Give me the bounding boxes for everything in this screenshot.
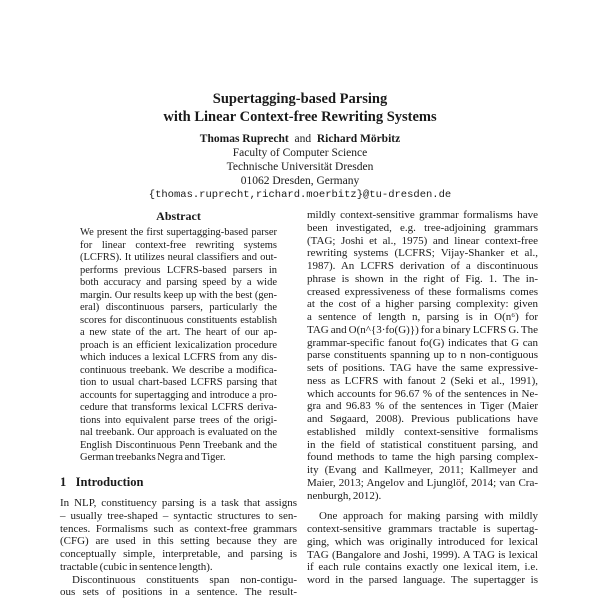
text-line: a new state of the art. The heart of our ap-: [80, 327, 277, 338]
text-line: which accounts for 96.67 % of the sentences in Ne-: [307, 387, 538, 400]
text-line: context-sensitive grammars tractable is supertag-: [307, 523, 538, 535]
author-1: Thomas Ruprecht: [199, 133, 289, 145]
text-line: proach is an efficient lexicalization procedure: [80, 339, 277, 351]
text-line: cedure that transforms lexical LCFRS deriva-: [80, 402, 277, 413]
section-title: Introduction: [75, 475, 144, 489]
affiliation-line: Technische Universität Dresden: [226, 161, 374, 173]
title-line-2: with Linear Context-free Rewriting Systems: [163, 109, 437, 125]
section-heading: [60, 475, 143, 490]
section-number: 1: [60, 475, 67, 489]
text-line: ous sets of positions in a sentence. The result-: [60, 586, 297, 599]
text-line: TAG and O(n^{3·fo(G)}) for a binary LCFRS G. The: [307, 323, 538, 336]
text-line: TAG (Bangalore and Joshi, 1999). A TAG is lexical: [307, 548, 538, 561]
text-line: creased expressiveness of these formalisms comes: [307, 285, 538, 298]
text-line: (LCFRS). It utilizes neural classifiers and out-: [80, 252, 277, 263]
text-line: parse constituents spanning up to n non-contiguous: [307, 349, 538, 362]
text-line: at the cost of a higher parsing complexity: given: [307, 298, 538, 311]
text-line: Maier, 2013; Angelov and Ljunglöf, 2014; van Cra-: [307, 476, 538, 489]
text-line: English Discontinuous Penn Treebank and the: [80, 439, 277, 451]
text-line: We present the first supertagging-based parser: [80, 227, 277, 238]
abstract-heading: Abstract: [156, 209, 201, 223]
text-line: word in the parsed language. The supertagger is: [307, 574, 538, 586]
text-line: nal treebank. Our approach is evaluated on the: [80, 427, 277, 438]
text-line: grammar-specific fanout fo(G) indicates that G can: [307, 336, 538, 349]
abstract-body: [80, 227, 277, 465]
text-line: in the field of statistical constituent parsing, and: [307, 438, 538, 451]
text-line: for linear context-free rewriting systems: [80, 239, 277, 251]
text-line: ness as LCFRS with fanout 2 (Seki et al., 1991),: [307, 374, 538, 387]
text-line: eral) discontinuous parsers, particularly the: [80, 302, 277, 313]
title-line-1: Supertagging-based Parsing: [212, 91, 388, 107]
text-line: (CFG) are used in this setting because they are: [60, 535, 297, 548]
text-line: One approach for making parsing with mildly: [319, 510, 538, 523]
text-line: 1987). An LCFRS derivation of a discontinuous: [307, 260, 538, 272]
author-and: and: [294, 133, 312, 145]
text-line: been investigated, e.g. tree-adjoining grammars: [307, 221, 538, 234]
text-line: tences. Formalisms such as context-free grammars: [60, 522, 297, 535]
text-line: rewriting systems (LCFRS; Vijay-Shanker et al.,: [307, 247, 538, 260]
text-line: gra and 96.83 % of the sentences in Tiger (Maier: [307, 400, 538, 413]
text-line: mildly context-sensitive grammar formalisms have: [307, 209, 538, 221]
text-line: phrase is shown in the right of Fig. 1. The in-: [307, 272, 538, 285]
paragraph: [307, 510, 538, 587]
text-line: found methods to tame the high parsing complex-: [307, 451, 538, 464]
intro-body: [60, 497, 297, 599]
text-line: Discontinuous constituents span non-contigu-: [72, 573, 297, 586]
author-2: Richard Mörbitz: [316, 133, 401, 145]
author-names: [0, 132, 600, 146]
text-line: sets of positions. TAG have the same expressive-: [307, 362, 538, 374]
text-line: (TAG; Joshi et al., 1975) and linear context-free: [307, 234, 538, 247]
text-line: if each rule contains exactly one lexical item, i.e.: [307, 561, 538, 574]
right-column-body: [307, 209, 538, 587]
author-email: {thomas.ruprecht,richard.moerbitz}@tu-dresden.de: [148, 189, 452, 201]
text-line: tion to usual chart-based LCFRS parsing that: [80, 377, 277, 388]
text-line: nenburgh, 2012).: [307, 489, 382, 502]
text-line: established mildly context-sensitive formalisms: [307, 425, 538, 438]
text-line: both accuracy and parsing speed by a wide: [80, 277, 277, 288]
paper-title: [0, 90, 600, 126]
text-line: conceptually simple, interpretable, and parsing is: [60, 548, 297, 560]
text-line: German treebanks Negra and Tiger.: [80, 452, 226, 463]
text-line: In NLP, constituency parsing is a task that assigns: [60, 497, 297, 509]
text-line: – usually tree-shaped – syntactic structures to sen-: [60, 509, 297, 522]
text-line: continuous treebank. We describe a modifica-: [80, 364, 277, 376]
text-line: ging, which was originally introduced for lexical: [307, 535, 538, 548]
text-line: a sentence of length n, parsing is in O(n⁶) for: [307, 311, 538, 323]
affiliation-line: 01062 Dresden, Germany: [240, 175, 360, 187]
text-line: tractable (cubic in sentence length).: [60, 560, 213, 573]
affiliation-line: Faculty of Computer Science: [232, 147, 368, 159]
text-line: which induces a lexical LCFRS from any dis-: [80, 352, 277, 363]
text-line: ity (Evang and Kallmeyer, 2011; Kallmeyer and: [307, 464, 538, 476]
text-line: and Søgaard, 2008). Previous publications have: [307, 413, 538, 425]
text-line: performs previous LCFRS-based parsers in: [80, 264, 277, 276]
text-line: margin. Our results keep up with the best (gen-: [80, 289, 277, 301]
text-line: tions into equivalent parse trees of the origi-: [80, 414, 277, 426]
author-block: [0, 132, 600, 202]
text-line: accounts for supertagging and introduce a pro-: [80, 389, 277, 401]
text-line: scores for discontinuous constituents establish: [80, 314, 277, 326]
